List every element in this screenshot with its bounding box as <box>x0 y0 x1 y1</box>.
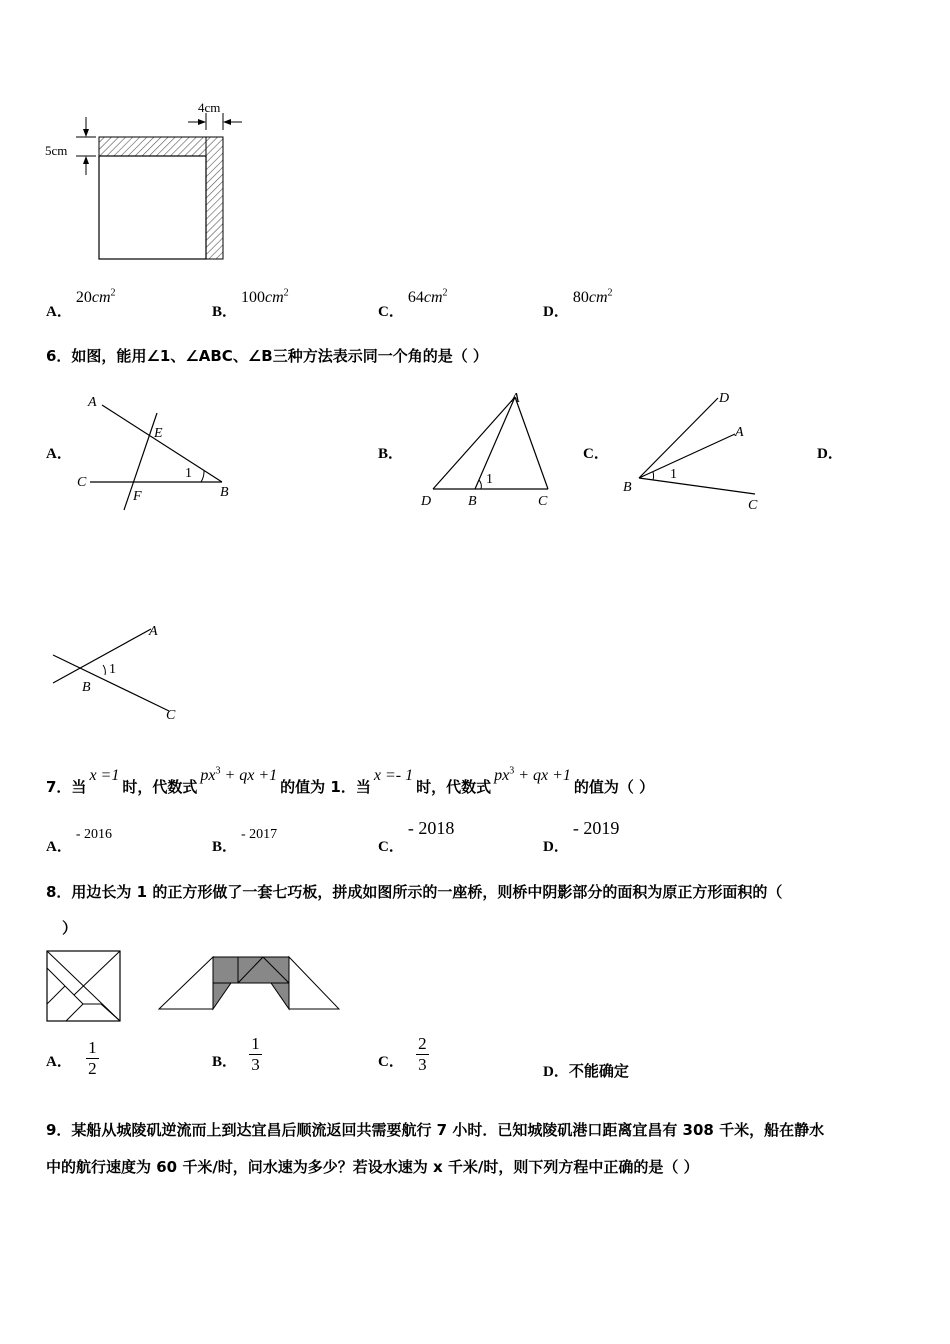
q8-question-line2: ） <box>62 919 78 937</box>
q6a-point-c: C <box>77 475 87 490</box>
q6d-point-c: C <box>166 708 176 723</box>
q6-figure-a <box>70 385 240 515</box>
q6c-point-a: A <box>735 425 744 440</box>
q5-right-strip <box>206 137 223 259</box>
q6a-point-b: B <box>220 485 229 500</box>
q6-option-d-label[interactable]: D． <box>817 446 843 462</box>
q7-option-a[interactable]: A．- 2016 <box>46 827 113 855</box>
q6-figure-d <box>45 615 195 725</box>
q6a-point-a: A <box>88 395 97 410</box>
q6-question: 6．如图，能用∠1、∠ABC、∠B三种方法表示同一个角的是（ ） <box>46 347 488 365</box>
q6a-point-e: E <box>154 426 163 441</box>
q7-option-b[interactable]: B．- 2017 <box>212 827 278 855</box>
q5-option-a-label: A． <box>46 304 72 320</box>
q8-option-c[interactable]: C． $\frac{2}{3}$ <box>378 1034 429 1075</box>
q6-figure-c <box>615 385 770 515</box>
q6b-angle-1: 1 <box>486 472 493 487</box>
q6c-point-b: B <box>623 480 632 495</box>
q5-figure <box>40 95 250 265</box>
q5-label-5cm: 5cm <box>45 143 68 158</box>
q8-tangram-square <box>46 950 122 1022</box>
q6d-point-b: B <box>82 680 91 695</box>
q7-option-d[interactable]: D．- 2019 <box>543 818 620 855</box>
q6d-point-a: A <box>149 624 158 639</box>
q8-option-b[interactable]: B． $\frac{1}{3}$ <box>212 1034 262 1075</box>
q5-option-b[interactable]: B．$100cm^2$ <box>212 287 289 320</box>
q5-option-b-label: B． <box>212 304 238 320</box>
q8-question-line1: 8．用边长为 1 的正方形做了一套七巧板，拼成如图所示的一座桥，则桥中阴影部分的面积为原正方形面积的（ <box>46 883 783 901</box>
q6b-point-d: D <box>421 494 432 509</box>
q6b-point-b: B <box>468 494 477 509</box>
q9-question-line2: 中的航行速度为 60 千米/时，问水速为多少？若设水速为 x 千米/时，则下列方程中正确的是（ ） <box>46 1158 699 1176</box>
q7-question: 7．当x =1时，代数式$px^3$ + qx +1的值为 1．当x =- 1时，代数式$px^3$ + qx +1的值为（ ） <box>46 765 655 796</box>
q5-top-strip <box>99 137 206 156</box>
q5-label-4cm: 4cm <box>198 100 221 115</box>
q6-option-a-label[interactable]: A． <box>46 446 72 462</box>
q9-question-line1: 9．某船从城陵矶逆流而上到达宜昌后顺流返回共需要航行 7 小时．已知城陵矶港口距离宜昌有 308 千米，船在静水 <box>46 1121 825 1139</box>
q6-option-b-label[interactable]: B． <box>378 446 404 462</box>
q5-option-c-label: C． <box>378 304 404 320</box>
q6a-angle-1: 1 <box>185 466 192 481</box>
q6-option-c-label[interactable]: C． <box>583 446 609 462</box>
q6a-point-f: F <box>133 489 142 504</box>
q8-tangram-bridge <box>158 955 340 1012</box>
q8-option-d[interactable]: D．不能确定 <box>543 1062 629 1080</box>
q6d-angle-1: 1 <box>109 662 116 677</box>
q8-option-a[interactable]: A． $\frac{1}{2}$ <box>46 1038 99 1079</box>
q6c-point-d: D <box>719 391 730 406</box>
q6c-point-c: C <box>748 498 758 513</box>
q6-figure-b <box>415 385 560 515</box>
q7-option-c[interactable]: C．- 2018 <box>378 818 455 855</box>
q6b-point-c: C <box>538 494 548 509</box>
q5-option-a[interactable]: A．$20cm^2$ <box>46 287 116 320</box>
q6b-point-a: A <box>511 391 520 406</box>
q5-option-c[interactable]: C．$64cm^2$ <box>378 287 448 320</box>
q5-option-d[interactable]: D．$80cm^2$ <box>543 287 613 320</box>
q6c-angle-1: 1 <box>670 467 677 482</box>
q5-square <box>99 156 206 259</box>
q5-option-d-label: D． <box>543 304 569 320</box>
